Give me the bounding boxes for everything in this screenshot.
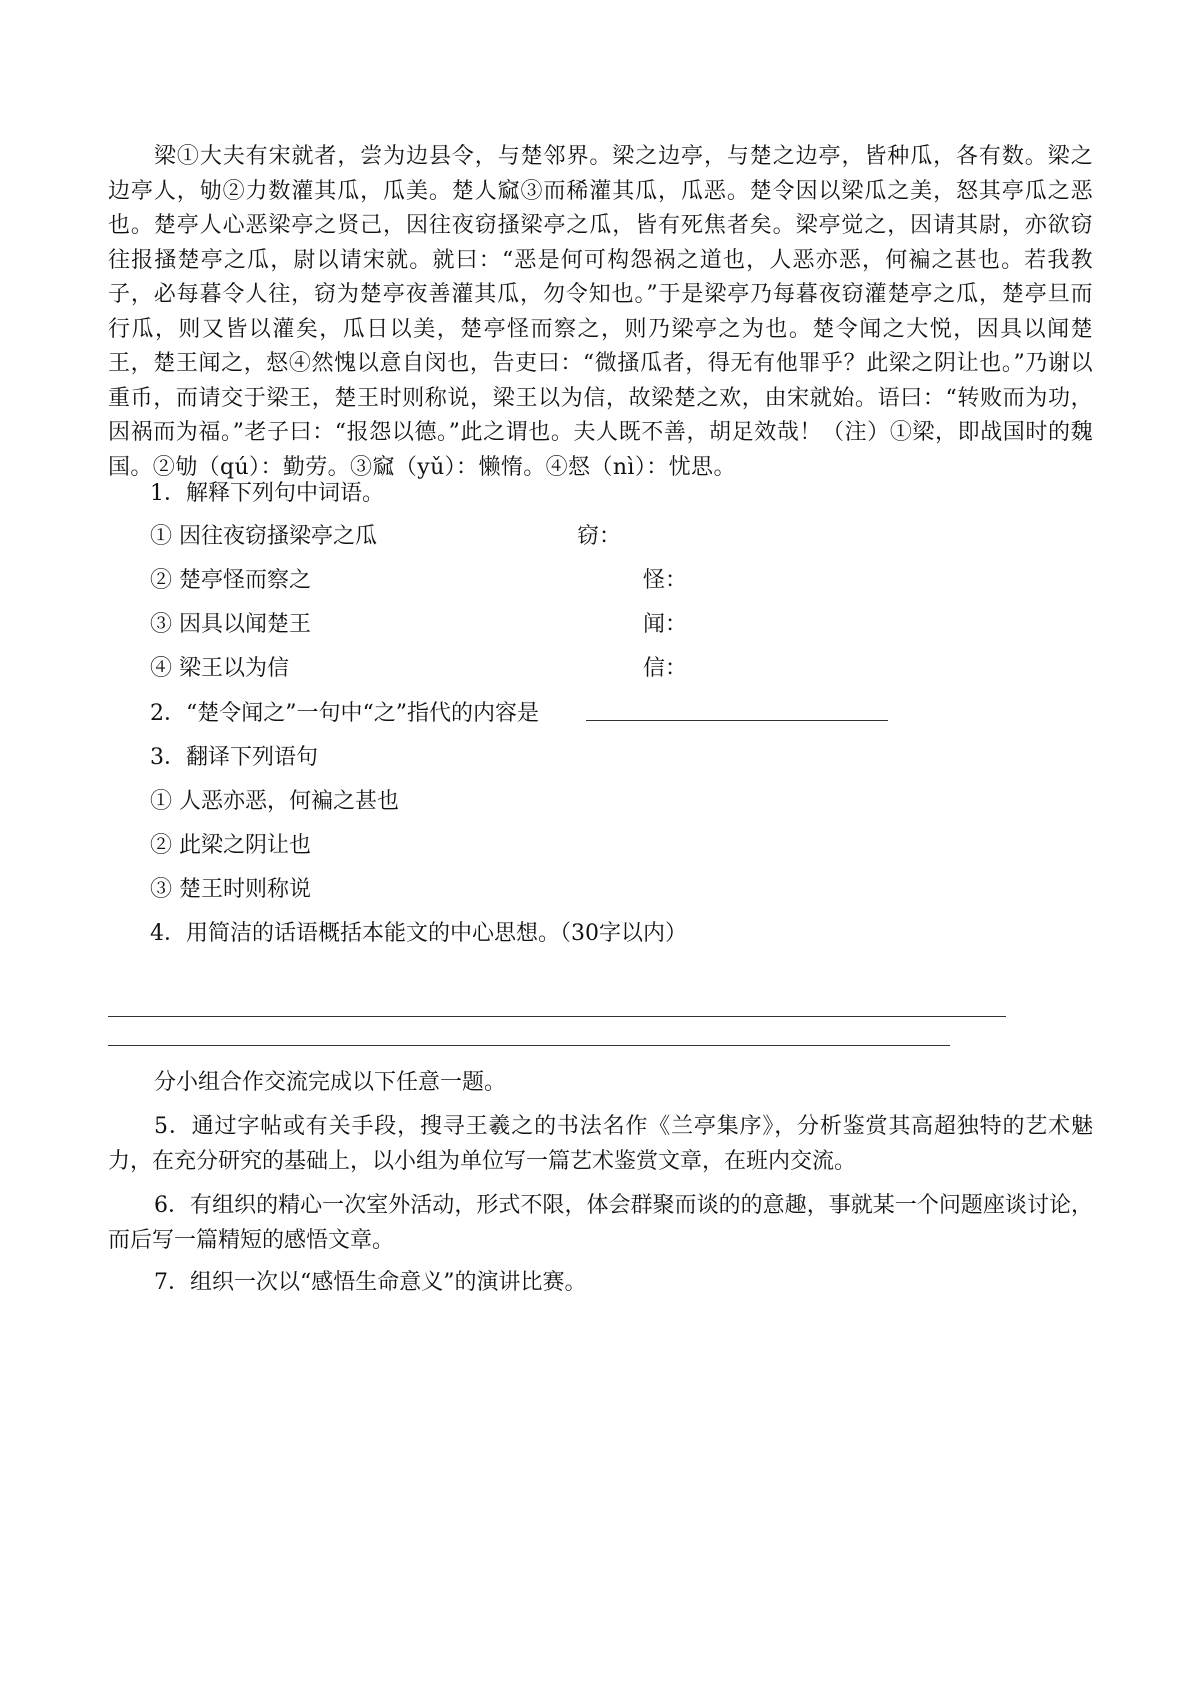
q4-answer-line-1[interactable] [108,1016,1006,1017]
question-2: 2．“楚令闻之”一句中“之”指代的内容是 [150,701,539,726]
q1-item-4-word: 信： [643,656,688,681]
q1-item-1-sentence: ① 因往夜窃搔梁亭之瓜 [150,524,377,549]
q1-item-3-sentence: ③ 因具以闻楚王 [150,612,311,637]
q1-item-2-sentence: ② 楚亭怪而察之 [150,568,311,593]
question-3-title: 3．翻译下列语句 [150,745,318,770]
q1-item-2-word: 怪： [643,568,688,593]
question-4: 4．用简洁的话语概括本能文的中心思想。（30字以内） [150,921,687,946]
passage-block [108,140,1093,485]
question-7: 7．组织一次以“感悟生命意义”的演讲比赛。 [154,1270,587,1295]
question-5: 5．通过字帖或有关手段，搜寻王羲之的书法名作《兰亭集序》，分析鉴赏其高超独特的艺术魅力，在充分研究的基础上，以小组为单位写一篇艺术鉴赏文章，在班内交流。 [108,1114,1093,1174]
question-6: 6．有组织的精心一次室外活动，形式不限，体会群聚而谈的的意趣，事就某一个问题座谈讨论，而后写一篇精短的感悟文章。 [108,1193,1093,1253]
q2-answer-blank[interactable] [586,720,888,721]
q3-item-3: ③ 楚王时则称说 [150,877,311,902]
q1-item-1-word: 窃： [577,524,622,549]
q3-item-1: ① 人恶亦恶，何褊之甚也 [150,789,399,814]
classical-passage: 梁①大夫有宋就者，尝为边县令，与楚邻界。梁之边亭，与楚之边亭，皆种瓜，各有数。梁之边亭人，劬②力数灌其瓜，瓜美。楚人窳③而稀灌其瓜，瓜恶。楚令因以梁瓜之美，怒其亭瓜之恶也。楚亭人心恶梁亭之贤己，因往夜窃搔梁亭之瓜，皆有死焦者矣。梁亭觉之，因请其尉，亦欲窃往报搔楚亭之瓜，尉以请宋就。就曰：“恶是何可构怨祸之道也，人恶亦恶，何褊之甚也。若我教子，必每暮令人往，窃为楚亭夜善灌其瓜，勿令知也。”于是梁亭乃每暮夜窃灌楚亭之瓜，楚亭旦而行瓜，则又皆以灌矣，瓜日以美，楚亭怪而察之，则乃梁亭之为也。楚令闻之大悦，因具以闻楚王，楚王闻之，惄④然愧以意自闵也，告吏曰：“微搔瓜者，得无有他罪乎？此梁之阴让也。”乃谢以重币，而请交于梁王，楚王时则称说，梁王以为信，故梁楚之欢，由宋就始。语曰：“转败而为功，因祸而为福。”老子曰：“报怨以德。”此之谓也。夫人既不善，胡足效哉！（注）①梁，即战国时的魏国。②劬（qú）：勤劳。③窳（yǔ）：懒惰。④惄（nì）：忧思。 [108,144,1093,480]
q1-item-4-sentence: ④ 梁王以为信 [150,656,289,681]
q3-item-2: ② 此梁之阴让也 [150,833,311,858]
q1-item-3-word: 闻： [643,612,688,637]
question-1-title: 1．解释下列句中词语。 [150,481,384,506]
q4-answer-line-2[interactable] [108,1045,950,1046]
group-task-intro: 分小组合作交流完成以下任意一题。 [154,1070,507,1095]
